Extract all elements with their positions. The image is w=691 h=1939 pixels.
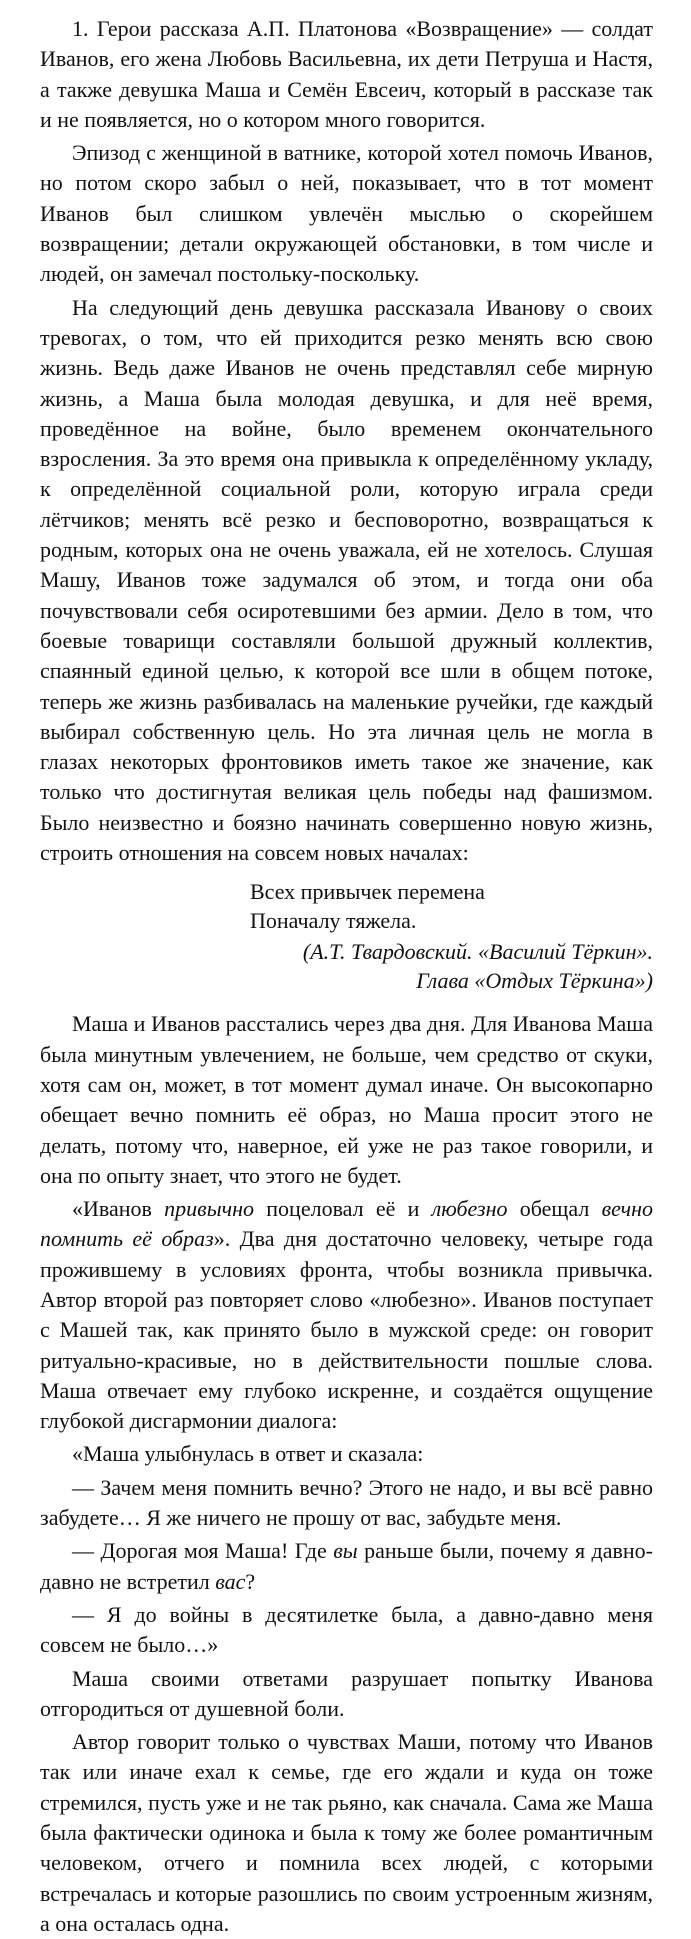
dialogue-line: «Маша улыбнулась в ответ и сказала:: [72, 1441, 424, 1467]
text-run: ?: [245, 1568, 256, 1594]
emphasis-text: вечно помнить её образ: [40, 1196, 653, 1252]
paragraph-author-feelings: Автор говорит только о чувствах Маши, потому что Иванов так или иначе ехал к семье, где его ждали и куда он тоже стремился, пусть уже и не так рьяно, как сначала. Сама же Маша была фактически одинока и была к тому же более романтичным человеком, отчего и помнила всех людей, с которыми встречалась и которые разошлись по своим устроенным жизням, а она осталась одна.: [40, 1729, 653, 1936]
text-run: «Иванов: [72, 1196, 165, 1222]
text-run: ». Два дня достаточно человеку, четыре года прожившему в условиях фронта, чтобы возникла привычка. Автор второй раз повторяет слово «любезно». Иванов поступает с Машей так, как принято было в мужской среде: он говорит ритуально-красивые, но в действительности пошлые слова. Маша отвечает ему глубоко искренне, и создаётся ощущение глубокой дисгармонии диалога:: [40, 1226, 653, 1434]
verse-line: Поначалу тяжела.: [250, 908, 417, 934]
dialogue-line: — Я до войны в десятилетке была, а давно-давно меня совсем не было…»: [40, 1601, 653, 1658]
dialogue-line: — Зачем меня помнить вечно? Этого не надо, и вы всё равно забудете… Я же ничего не прошу от вас, забудьте меня.: [40, 1474, 653, 1531]
text-run: обещал: [507, 1196, 602, 1222]
verse-quote: [250, 877, 653, 935]
attribution-line: Глава «Отдых Тёркина»): [416, 968, 653, 994]
paragraph-heroes: 1. Герои рассказа А.П. Платонова «Возвращение» — солдат Иванов, его жена Любовь Васильевна, их дети Петруша и Настя, а также девушка Маша и Семён Евсеич, который в рассказе так и не появляется, но о котором много говорится.: [40, 16, 653, 132]
paragraph-episode: Эпизод с женщиной в ватнике, которой хотел помочь Иванов, но потом скоро забыл о ней, показывает, что в тот момент Иванов был слишком увлечён мыслью о скорейшем возвращении; детали окружающей обстановки, в том числе и людей, он замечал постольку-поскольку.: [40, 140, 653, 287]
attribution-line: (А.Т. Твардовский. «Василий Тёркин».: [302, 939, 653, 965]
verse-attribution: [40, 937, 653, 995]
paragraph-habit: [40, 1194, 653, 1436]
paragraph-next-day: На следующий день девушка рассказала Иванову о своих тревогах, о том, что ей приходится резко менять всю свою жизнь. Ведь даже Иванов не очень представлял себе мирную жизнь, а Маша была молодая девушка, и для неё время, проведённое на войне, было временем окончательного взросления. За это время она привыкла к определённому укладу, к определённой социальной роли, которую играла среди лётчиков; менять всё резко и бесповоротно, возвращаться к родным, которых она не очень уважала, ей не хотелось. Слушая Машу, Иванов тоже задумался об этом, и тогда они оба почувствовали себя осиротевшими без армии. Дело в том, что боевые товарищи составляли большой дружный коллектив, спаянный единой целью, к которой все шли в общем потоке, теперь же жизнь разбивалась на маленькие ручейки, где каждый выбирал собственную цель. Но эта личная цель не могла в глазах некоторых фронтовиков иметь такое же значение, как только что достигнутая великая цель победы над фашизмом. Было неизвестно и боязно начинать совершенно новую жизнь, строить отношения на совсем новых началах:: [40, 294, 653, 866]
dialogue-line: [40, 1536, 653, 1597]
emphasis-text: вы: [333, 1538, 358, 1564]
verse-line: Всех привычек перемена: [250, 879, 485, 905]
text-run: — Дорогая моя Маша! Где: [72, 1538, 334, 1564]
emphasis-text: привычно: [164, 1196, 255, 1222]
text-run: раньше были, почему я давно-давно не встретил: [40, 1538, 653, 1594]
paragraph-parting: Маша и Иванов расстались через два дня. Для Иванова Маша была минутным увлечением, не больше, чем средство от скуки, хотя сам он, может, в тот момент думал иначе. Он высокопарно обещает вечно помнить её образ, но Маша просит этого не делать, потому что, наверное, ей уже не раз такое говорили, и она по опыту знает, что этого не будет.: [40, 1011, 653, 1188]
emphasis-text: вас: [215, 1568, 246, 1594]
text-run: поцеловал её и: [254, 1196, 432, 1222]
paragraph-masha-answers: Маша своими ответами разрушает попытку Иванова отгородиться от душевной боли.: [40, 1665, 653, 1721]
emphasis-text: любезно: [431, 1196, 508, 1222]
